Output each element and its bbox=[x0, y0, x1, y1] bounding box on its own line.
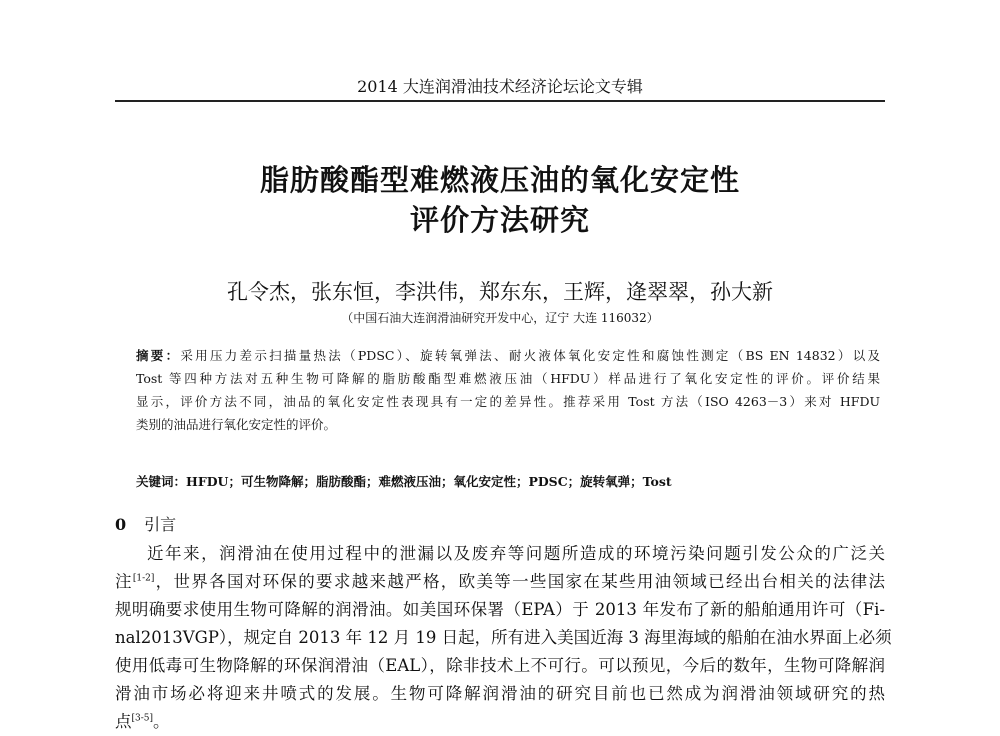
abstract-text: 采用压力差示扫描量热法（PDSC）、旋转氧弹法、耐火液体氧化安定性和腐蚀性测定（BS EN 14832）以及 bbox=[180, 348, 880, 363]
body-line: 近年来，润滑油在使用过程中的泄漏以及废弃等问题所造成的环境污染问题引发公众的广泛关 bbox=[147, 544, 885, 563]
affiliation: （中国石油大连润滑油研究开发中心，辽宁 大连 116032） bbox=[341, 311, 659, 325]
paper-title-line-2: 评价方法研究 bbox=[409, 203, 590, 237]
body-text-span: 。 bbox=[153, 712, 170, 731]
body-line: 规明确要求使用生物可降解的润滑油。如美国环保署（EPA）于 2013 年发布了新的船舶通用许可（Fi- bbox=[115, 600, 885, 619]
body-line: 使用低毒可生物降解的环保润滑油（EAL），除非技术上不可行。可以预见，今后的数年，生物可降解润 bbox=[115, 656, 885, 675]
section-number: 0 bbox=[115, 515, 127, 534]
authors: 孔令杰，张东恒，李洪伟，郑东东，王辉，逄翠翠，孙大新 bbox=[227, 280, 773, 304]
body-line bbox=[115, 708, 885, 736]
abstract-line: Tost 等四种方法对五种生物可降解的脂肪酸酯型难燃液压油（HFDU）样品进行了氧化安定性的评价。评价结果 bbox=[136, 371, 880, 386]
citation: [3-5] bbox=[131, 713, 154, 724]
abstract-line: 类别的油品进行氧化安定性的评价。 bbox=[136, 417, 337, 432]
paper-title-line-1: 脂肪酸酯型难燃液压油的氧化安定性 bbox=[259, 163, 740, 197]
citation: [1-2] bbox=[132, 573, 155, 584]
body-line: 滑油市场必将迎来井喷式的发展。生物可降解润滑油的研究目前也已然成为润滑油领域研究的热 bbox=[115, 684, 885, 703]
abstract-line: 显示，评价方法不同，油品的氧化安定性表现具有一定的差异性。推荐采用 Tost 方法（ISO 4263－3）来对 HFDU bbox=[136, 394, 880, 409]
running-header: 2014 大连润滑油技术经济论坛论文专辑 bbox=[357, 77, 643, 96]
body-text-span: ，世界各国对环保的要求越来越严格，欧美等一些国家在某些用油领域已经出台相关的法律法 bbox=[154, 572, 886, 591]
abstract bbox=[136, 344, 880, 436]
abstract-line bbox=[136, 344, 880, 367]
keywords-label: 关键词： bbox=[136, 474, 187, 489]
keywords bbox=[136, 472, 672, 490]
body-line: nal2013VGP），规定自 2013 年 12 月 19 日起，所有进入美国近海 3 海里海域的船舶在油水界面上必须 bbox=[115, 628, 892, 647]
keywords-text: HFDU；可生物降解；脂肪酸酯；难燃液压油；氧化安定性；PDSC；旋转氧弹；Tost bbox=[186, 474, 672, 489]
header-rule bbox=[115, 100, 885, 102]
section-heading bbox=[115, 512, 176, 535]
section-title: 引言 bbox=[144, 515, 177, 534]
abstract-label: 摘要： bbox=[136, 348, 181, 363]
body-line bbox=[115, 568, 885, 596]
body-text-span: 点 bbox=[115, 712, 132, 731]
body-text-span: 注 bbox=[115, 572, 133, 591]
